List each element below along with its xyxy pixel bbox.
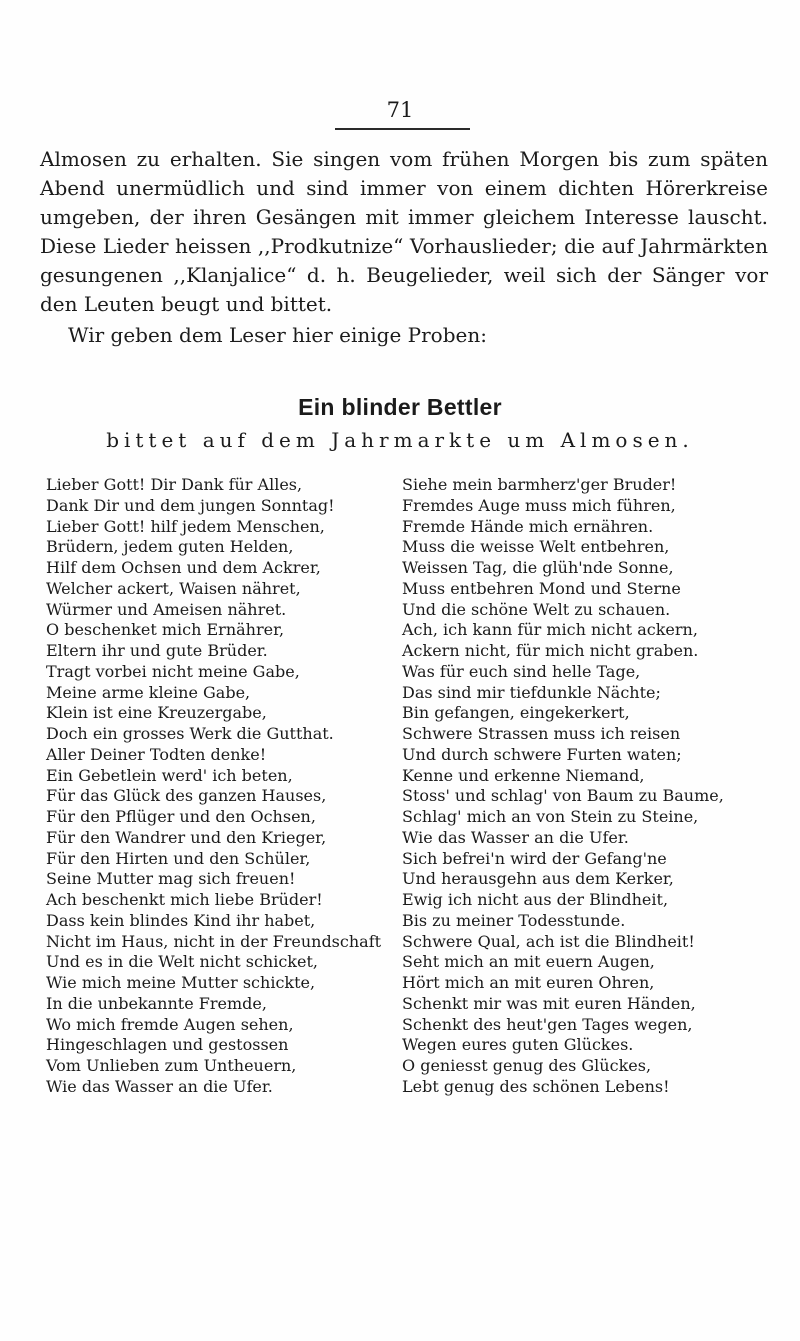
page-number: 71 [386, 98, 414, 122]
poem-line: Bis zu meiner Todesstunde. [402, 910, 626, 930]
poem-line: O geniesst genug des Glückes, [402, 1056, 652, 1075]
poem-line: Seine Mutter mag sich freuen! [46, 869, 296, 889]
poem-line: Ein Gebetlein werd' ich beten, [46, 765, 293, 785]
poem-line: Und durch schwere Furten waten; [402, 744, 682, 764]
poem-title: Ein blinder Bettler [298, 394, 502, 420]
poem-line: Lieber Gott! hilf jedem Menschen, [46, 516, 325, 536]
poem-line: Schlag' mich an von Stein zu Steine, [402, 807, 699, 826]
poem-line: Wegen eures guten Glückes. [402, 1035, 634, 1055]
poem-line: In die unbekannte Fremde, [46, 993, 267, 1013]
poem-line: Dank Dir und dem jungen Sonntag! [46, 495, 335, 515]
poem-line: Was für euch sind helle Tage, [402, 661, 641, 681]
poem-line: Nicht im Haus, nicht in der Freundschaft [46, 931, 382, 951]
intro-paragraph: Wir geben dem Leser hier einige Proben: [68, 323, 487, 347]
poem-line: Lebt genug des schönen Lebens! [402, 1076, 670, 1096]
poem-line: Dass kein blindes Kind ihr habet, [46, 910, 316, 930]
page-number-rule [335, 128, 470, 130]
poem-line: Welcher ackert, Waisen nähret, [46, 578, 301, 598]
poem-line: Doch ein grosses Werk die Gutthat. [46, 724, 334, 743]
poem-line: Fremdes Auge muss mich führen, [402, 495, 676, 515]
poem-line: Seht mich an mit euern Augen, [402, 952, 655, 972]
poem-left-column [46, 475, 381, 1098]
poem-line: Weissen Tag, die glüh'nde Sonne, [402, 558, 674, 577]
poem-line: Für den Hirten und den Schüler, [46, 848, 311, 868]
poem-line: Muss die weisse Welt entbehren, [402, 537, 670, 557]
poem-line: Klein ist eine Kreuzergabe, [46, 703, 267, 723]
poem-line: Schwere Strassen muss ich reisen [402, 724, 681, 743]
poem-line: Fremde Hände mich ernähren. [402, 516, 654, 536]
poem-line: Ackern nicht, für mich nicht graben. [402, 641, 699, 660]
poem-line: Siehe mein barmherz'ger Bruder! [402, 475, 677, 494]
poem-line: Sich befrei'n wird der Gefang'ne [402, 848, 667, 868]
poem-line: Wo mich fremde Augen sehen, [46, 1014, 294, 1034]
poem-line: Wie mich meine Mutter schickte, [46, 973, 316, 992]
poem-line: Für den Pflüger und den Ochsen, [46, 807, 316, 826]
poem-line: Kenne und erkenne Niemand, [402, 765, 645, 785]
poem-line: Ach beschenkt mich liebe Brüder! [46, 890, 323, 909]
intro-text [40, 145, 768, 350]
poem-line: Ach, ich kann für mich nicht ackern, [402, 620, 698, 640]
intro-paragraph: Almosen zu erhalten. Sie singen vom frühen Morgen bis zum späten Abend unermüdlich und sind immer von einem dichten Hörerkreise umgeben, der ihren Gesängen mit immer gleichem Interesse lauscht. Diese Lieder heissen ,,Prodkutnize“ Vorhauslieder; die auf Jahrmärkten gesungenen ,,Klanjalice“ d. h. Beugelieder, weil sich der Sänger vor den Leuten beugt und bittet. [40, 147, 768, 316]
poem-line: Hört mich an mit euren Ohren, [402, 973, 655, 992]
poem-line: Hingeschlagen und gestossen [46, 1035, 289, 1055]
poem-line: Muss entbehren Mond und Sterne [402, 578, 681, 598]
poem-line: Meine arme kleine Gabe, [46, 682, 251, 702]
poem-line: Hilf dem Ochsen und dem Ackrer, [46, 558, 321, 577]
poem-line: O beschenket mich Ernährer, [46, 620, 285, 640]
poem-line: Tragt vorbei nicht meine Gabe, [46, 661, 300, 681]
poem-line: Aller Deiner Todten denke! [46, 744, 267, 764]
poem-line: Stoss' und schlag' von Baum zu Baume, [402, 786, 724, 806]
poem-line: Und herausgehn aus dem Kerker, [402, 869, 674, 889]
poem-line: Lieber Gott! Dir Dank für Alles, [46, 475, 303, 494]
poem-line: Schenkt mir was mit euren Händen, [402, 993, 696, 1013]
poem-line: Wie das Wasser an die Ufer. [402, 827, 629, 847]
poem-line: Und es in die Welt nicht schicket, [46, 952, 318, 972]
poem-line: Brüdern, jedem guten Helden, [46, 537, 294, 557]
poem-subtitle: bittet auf dem Jahrmarkte um Almosen. [106, 428, 694, 452]
poem-line: Schwere Qual, ach ist die Blindheit! [402, 931, 695, 951]
poem-line: Und die schöne Welt zu schauen. [402, 599, 671, 619]
poem-line: Eltern ihr und gute Brüder. [46, 641, 268, 660]
poem-line: Ewig ich nicht aus der Blindheit, [402, 890, 669, 909]
poem-line: Für das Glück des ganzen Hauses, [46, 786, 327, 806]
poem-line: Würmer und Ameisen nähret. [46, 599, 287, 619]
poem-line: Bin gefangen, eingekerkert, [402, 703, 630, 723]
poem-line: Für den Wandrer und den Krieger, [46, 827, 327, 847]
poem-line: Schenkt des heut'gen Tages wegen, [402, 1014, 693, 1034]
poem-line: Das sind mir tiefdunkle Nächte; [402, 682, 661, 702]
poem-line: Wie das Wasser an die Ufer. [46, 1076, 273, 1096]
poem-right-column [402, 475, 724, 1098]
poem-line: Vom Unlieben zum Untheuern, [46, 1056, 297, 1075]
